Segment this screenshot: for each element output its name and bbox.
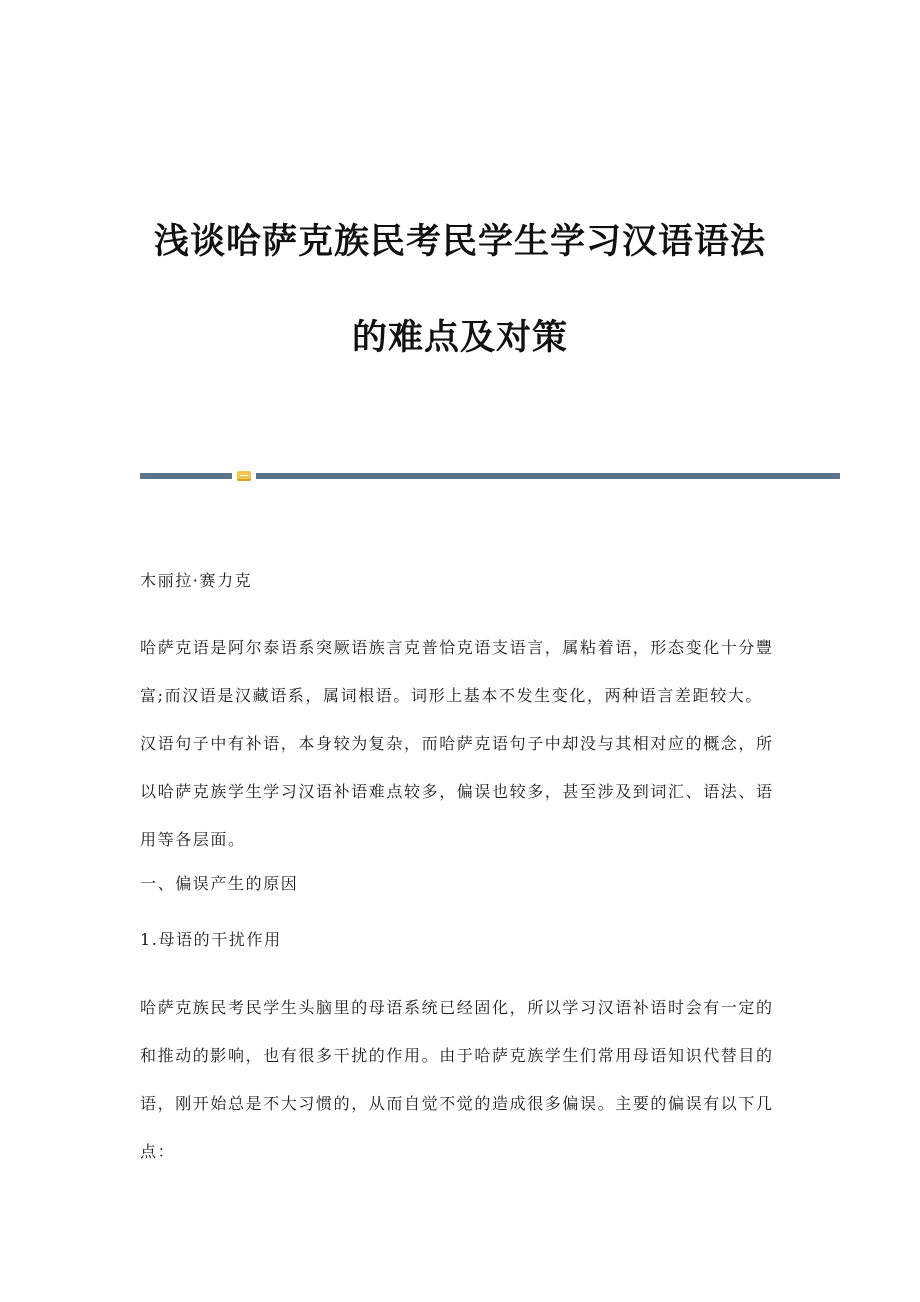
document-title-line-2: 的难点及对策 xyxy=(351,318,568,358)
title-divider xyxy=(140,471,840,479)
document-title-line-1: 浅谈哈萨克族民考民学生学习汉语语法 xyxy=(153,222,766,262)
divider-ornament-icon xyxy=(237,471,251,481)
author-name: 木丽拉·赛力克 xyxy=(140,571,253,590)
divider-bar-right xyxy=(256,473,840,479)
body-paragraph-2: 哈萨克族民考民学生头脑里的母语系统已经固化，所以学习汉语补语时会有一定的和推动的影响，也有很多干扰的作用。由于哈萨克族学生们常用母语知识代替目的语，刚开始总是不大习惯的，从而自觉不觉的造成很多偏误。主要的偏误有以下几点： xyxy=(140,998,774,1161)
section-heading: 一、偏误产生的原因 xyxy=(140,874,299,893)
body-paragraph-1: 哈萨克语是阿尔泰语系突厥语族言克普恰克语支语言，属粘着语，形态变化十分豐富;而汉语是汉藏语系，属词根语。词形上基本不发生变化，两种语言差距较大。汉语句子中有补语，本身较为复杂，而哈萨克语句子中却没与其相对应的概念，所以哈萨克族学生学习汉语补语难点较多，偏误也较多，甚至涉及到词汇、语法、语用等各层面。 xyxy=(140,638,774,849)
divider-bar-left xyxy=(140,473,232,479)
subsection-heading: 1.母语的干扰作用 xyxy=(140,930,282,949)
